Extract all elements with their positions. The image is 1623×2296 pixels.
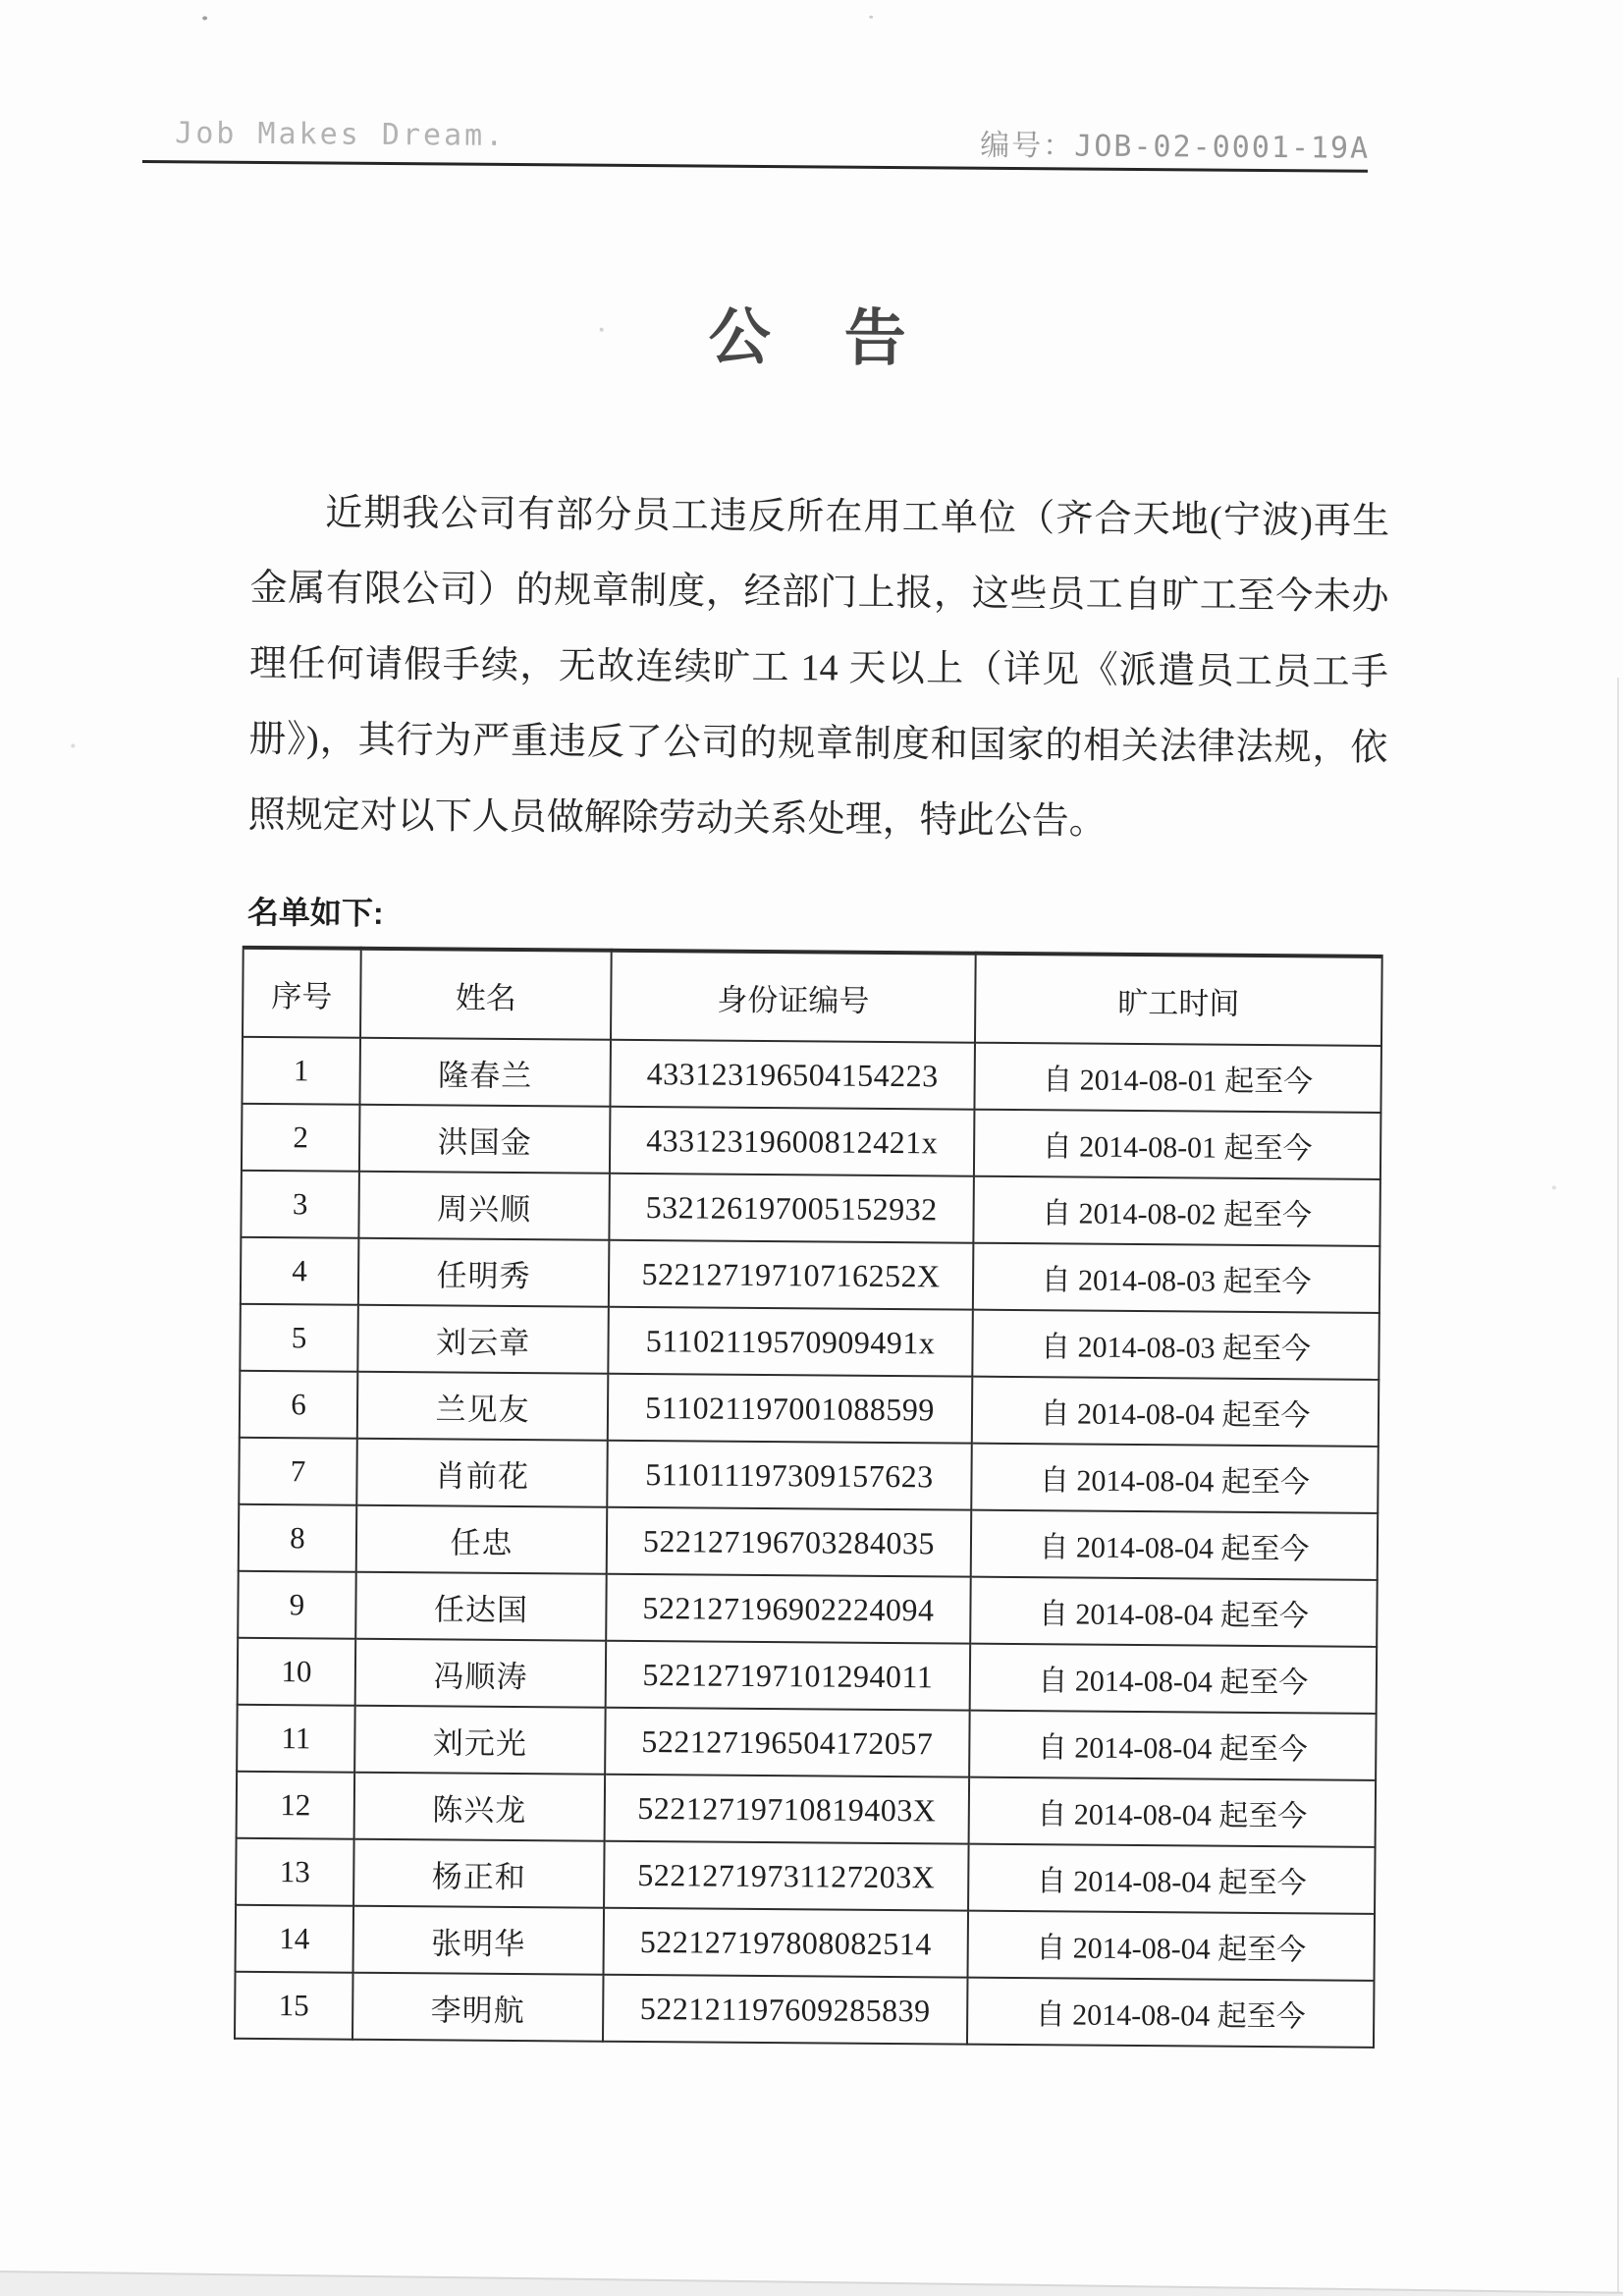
- table-cell-id: 522127196504172057: [605, 1708, 970, 1777]
- table-row: [236, 1905, 1375, 1981]
- table-row: [239, 1504, 1378, 1580]
- table-cell-period: 自 2014-08-04 起至今: [970, 1577, 1378, 1647]
- table-cell-id: 522127196703284035: [607, 1507, 972, 1577]
- table-cell-index: 13: [236, 1838, 354, 1906]
- table-cell-name: 冯顺涛: [355, 1639, 607, 1708]
- table-row: [236, 1838, 1375, 1914]
- table-cell-period: 自 2014-08-04 起至今: [969, 1711, 1377, 1780]
- table-cell-period: 自 2014-08-04 起至今: [971, 1510, 1379, 1580]
- paragraph-line: 近期我公司有部分员工违反所在用工单位（齐合天地(宁波)再生: [325, 492, 1390, 542]
- table-cell-name: 张明华: [353, 1906, 605, 1975]
- table-row: [238, 1638, 1377, 1714]
- scan-speck: [202, 16, 207, 20]
- table-cell-id: 52212719710819403X: [605, 1775, 970, 1844]
- table-cell-name: 洪国金: [359, 1105, 611, 1174]
- table-cell-period: 自 2014-08-04 起至今: [969, 1777, 1377, 1847]
- table-cell-index: 8: [239, 1504, 357, 1572]
- table-cell-index: 6: [240, 1371, 358, 1439]
- table-cell-name: 杨正和: [353, 1839, 605, 1908]
- scan-speck: [869, 16, 873, 19]
- paragraph-line: 照规定对以下人员做解除劳动关系处理，特此公告。: [247, 793, 1107, 843]
- table-cell-name: 任达国: [355, 1572, 607, 1641]
- table-header-row: [243, 948, 1382, 1046]
- list-label: 名单如下:: [246, 894, 384, 931]
- paragraph-line: 册》)，其行为严重违反了公司的规章制度和国家的相关法律法规，依: [248, 718, 1388, 769]
- table-cell-index: 4: [241, 1237, 359, 1305]
- table-cell-index: 12: [237, 1772, 355, 1839]
- table-cell-name: 李明航: [352, 1973, 604, 2042]
- table-cell-index: 10: [238, 1638, 356, 1706]
- table-cell-name: 陈兴龙: [354, 1773, 606, 1841]
- table-cell-index: 1: [242, 1037, 360, 1105]
- table-cell-id: 52212719710716252X: [609, 1240, 974, 1310]
- table-cell-id: 522127197101294011: [606, 1641, 971, 1711]
- table-cell-index: 14: [236, 1905, 354, 1973]
- dismissal-roster-table: [234, 946, 1383, 2049]
- table-row: [240, 1304, 1379, 1380]
- table-row: [242, 1037, 1380, 1113]
- table-cell-id: 43312319600812421x: [610, 1107, 975, 1176]
- page-title: 公 告: [708, 302, 912, 374]
- table-cell-name: 隆春兰: [359, 1038, 611, 1107]
- table-body: [235, 1037, 1381, 2048]
- table-row: [241, 1237, 1380, 1313]
- table-cell-period: 自 2014-08-04 起至今: [968, 1911, 1376, 1981]
- table-cell-index: 9: [238, 1571, 356, 1639]
- table-cell-period: 自 2014-08-02 起至今: [973, 1176, 1380, 1246]
- scan-right-edge: [1617, 678, 1619, 2296]
- document-number: 编号：JOB-02-0001-19A: [980, 128, 1371, 166]
- table-cell-period: 自 2014-08-04 起至今: [967, 1978, 1375, 2048]
- table-row: [241, 1171, 1380, 1246]
- table-cell-index: 7: [239, 1438, 357, 1505]
- scan-speck: [600, 328, 604, 332]
- table-cell-period: 自 2014-08-01 起至今: [974, 1110, 1381, 1179]
- table-cell-period: 自 2014-08-01 起至今: [974, 1043, 1381, 1113]
- table-cell-name: 刘云章: [357, 1305, 609, 1374]
- table-cell-id: 52212719731127203X: [604, 1841, 969, 1911]
- table-cell-name: 兰见友: [357, 1372, 609, 1441]
- table-cell-id: 51102119570909491x: [608, 1307, 973, 1377]
- column-header-name: 姓名: [360, 949, 612, 1040]
- table-row: [238, 1571, 1377, 1647]
- table-cell-name: 刘元光: [354, 1706, 606, 1775]
- column-header-id: 身份证编号: [611, 951, 976, 1043]
- table-cell-period: 自 2014-08-04 起至今: [970, 1644, 1378, 1714]
- column-header-index: 序号: [243, 948, 361, 1038]
- table-cell-name: 任忠: [356, 1505, 608, 1574]
- table-row: [235, 1972, 1374, 2048]
- table-row: [237, 1772, 1376, 1847]
- table-cell-period: 自 2014-08-03 起至今: [973, 1243, 1380, 1313]
- table-cell-period: 自 2014-08-03 起至今: [972, 1310, 1380, 1380]
- table-cell-period: 自 2014-08-04 起至今: [971, 1444, 1379, 1513]
- table-cell-index: 3: [241, 1171, 359, 1238]
- table-cell-index: 2: [242, 1104, 360, 1172]
- table-cell-id: 511011197309157623: [607, 1441, 972, 1510]
- table-cell-index: 11: [237, 1705, 355, 1773]
- announcement-paragraph: [247, 475, 1389, 862]
- table-row: [239, 1438, 1378, 1513]
- table-cell-id: 532126197005152932: [609, 1174, 974, 1243]
- table-cell-id: 433123196504154223: [610, 1040, 975, 1110]
- table-cell-id: 522127197808082514: [604, 1908, 969, 1978]
- paragraph-line: 理任何请假手续，无故连续旷工 14 天以上（详见《派遣员工员工手: [248, 642, 1389, 693]
- table-row: [240, 1371, 1379, 1447]
- scan-speck: [71, 743, 75, 747]
- table-cell-id: 511021197001088599: [608, 1374, 973, 1444]
- table-row: [237, 1705, 1376, 1780]
- table-cell-period: 自 2014-08-04 起至今: [968, 1844, 1376, 1914]
- table-cell-index: 5: [240, 1304, 358, 1372]
- header-slogan: Job Makes Dream.: [175, 116, 507, 153]
- table-cell-period: 自 2014-08-04 起至今: [972, 1377, 1380, 1447]
- table-cell-index: 15: [235, 1972, 353, 2040]
- table-cell-name: 周兴顺: [358, 1172, 610, 1240]
- table-row: [242, 1104, 1380, 1179]
- table-cell-id: 522121197609285839: [603, 1975, 968, 2045]
- column-header-period: 旷工时间: [975, 954, 1382, 1046]
- scan-speck: [1552, 1185, 1556, 1189]
- paragraph-line: 金属有限公司）的规章制度，经部门上报，这些员工自旷工至今未办: [249, 567, 1389, 618]
- table-cell-name: 任明秀: [358, 1238, 610, 1307]
- table-cell-id: 522127196902224094: [606, 1574, 971, 1644]
- table-cell-name: 肖前花: [356, 1439, 608, 1507]
